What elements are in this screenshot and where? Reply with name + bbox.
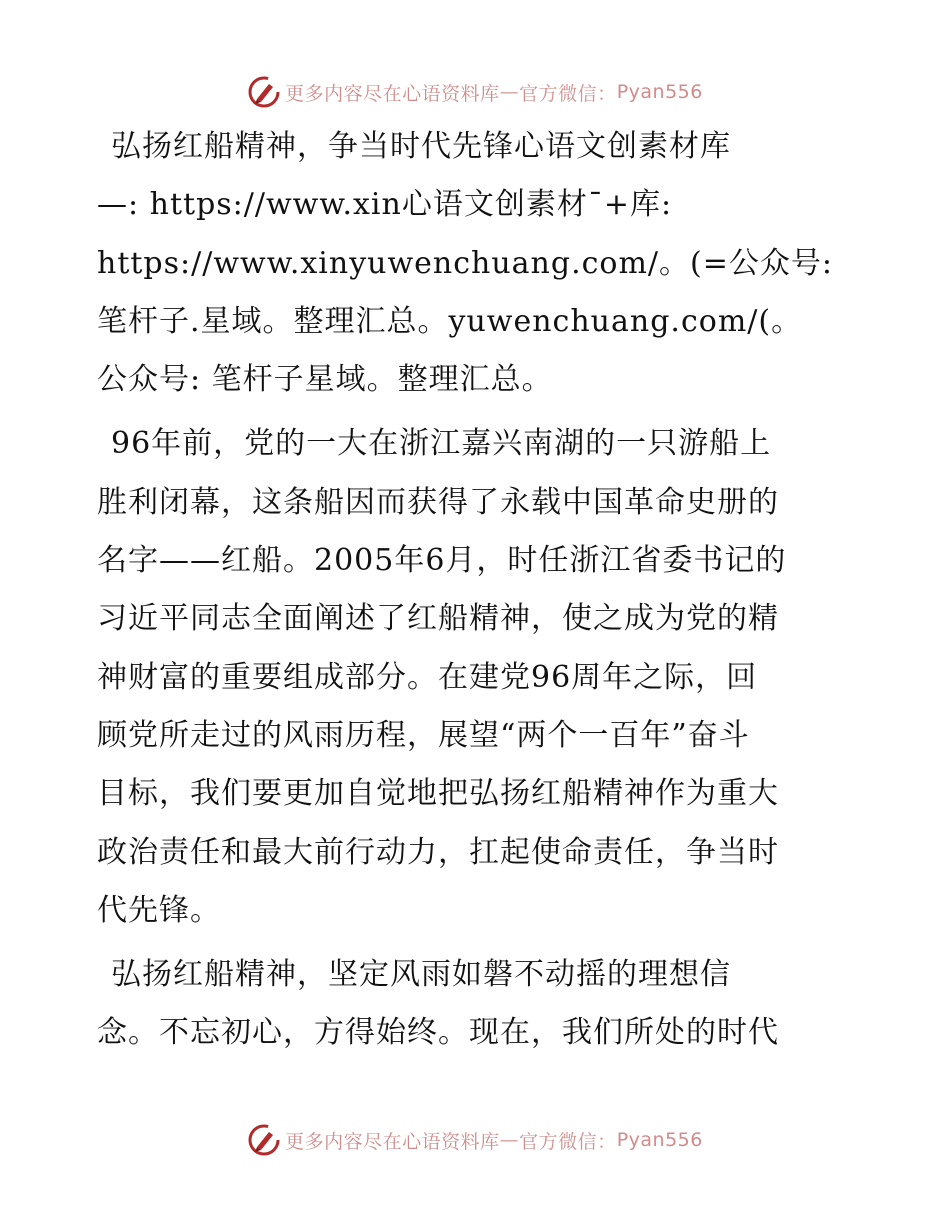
- text-line: 96年前，党的一大在浙江嘉兴南湖的一只游船上: [111, 426, 772, 462]
- header-watermark: [0, 72, 950, 112]
- paragraph: [97, 946, 857, 1063]
- text-line: 名字——红船。2005年6月，时任浙江省委书记的: [97, 543, 787, 579]
- pen-logo-icon: [247, 75, 281, 109]
- footer-watermark: [0, 1120, 950, 1160]
- text-line: 念。不忘初心，方得始终。现在，我们所处的时代: [97, 1015, 779, 1051]
- watermark-text: 更多内容尽在心语资料库: [285, 1130, 500, 1153]
- paragraph: [97, 118, 857, 409]
- watermark-wechat-id: Pyan556: [616, 1129, 703, 1151]
- watermark-wechat-id: Pyan556: [616, 81, 703, 103]
- watermark-wechat-label: 官方微信：: [519, 1130, 617, 1153]
- text-line: —: https://www.xin心语文创素材¯+库:: [97, 187, 673, 223]
- text-line: 顾党所走过的风雨历程，展望“两个一百年”奋斗: [97, 717, 750, 753]
- text-line: 神财富的重要组成部分。在建党96周年之际，回: [97, 659, 758, 695]
- text-line: 弘扬红船精神，争当时代先锋心语文创素材库: [111, 129, 731, 164]
- watermark-text: 更多内容尽在心语资料库: [285, 82, 500, 105]
- watermark-dash: —: [499, 1129, 520, 1151]
- document-body: [97, 118, 857, 1069]
- paragraph: [97, 415, 857, 940]
- watermark-wechat-label: 官方微信：: [519, 82, 617, 105]
- text-line: 弘扬红船精神，坚定风雨如磐不动摇的理想信: [111, 957, 731, 993]
- pen-logo-icon: [247, 1123, 281, 1157]
- watermark-dash: —: [499, 81, 520, 103]
- text-line: https://www.xinyuwenchuang.com/。(=公众号:: [97, 245, 833, 281]
- text-line: 笔杆子.星域。整理汇总。yuwenchuang.com/(。: [97, 303, 803, 339]
- text-line: 政治责任和最大前行动力，扛起使命责任，争当时: [97, 834, 779, 870]
- text-line: 目标，我们要更加自觉地把弘扬红船精神作为重大: [97, 776, 779, 812]
- text-line: 胜利闭幕，这条船因而获得了永载中国革命史册的: [97, 484, 779, 520]
- text-line: 代先锋。: [97, 892, 221, 928]
- text-line: 习近平同志全面阐述了红船精神，使之成为党的精: [97, 601, 779, 637]
- text-line: 公众号: 笔杆子星域。整理汇总。: [97, 362, 553, 398]
